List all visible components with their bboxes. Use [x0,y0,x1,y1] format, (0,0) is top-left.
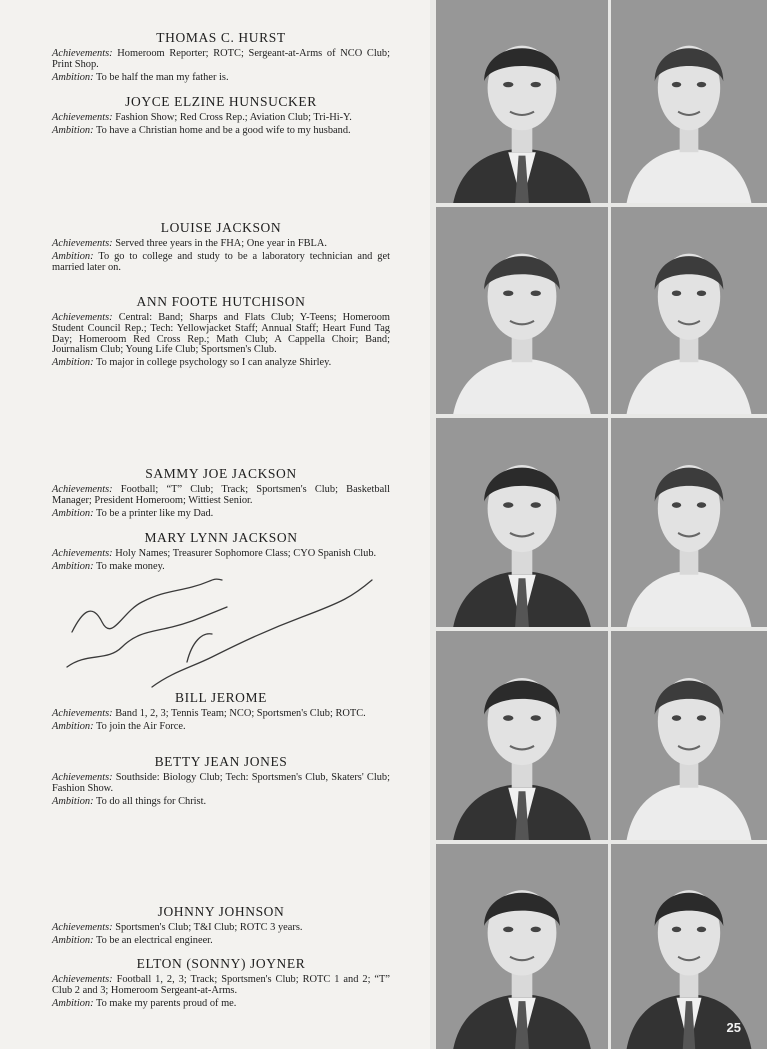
student-entry [52,956,390,1009]
achievements-label: Achievements: [52,548,113,559]
ambition-text [52,509,390,520]
portrait-image [611,418,767,627]
portrait-image [436,844,608,1049]
achievements-label: Achievements: [52,48,113,59]
student-entry [52,530,390,573]
ambition-text [52,722,390,733]
achievements-text [52,113,390,124]
ambition-label: Ambition: [52,250,94,262]
achievements-text [52,485,390,507]
achievements-value: Homeroom Reporter; ROTC; Sergeant-at-Arms of NCO Club; Print Shop. [52,48,390,70]
ambition-value: To join the Air Force. [95,720,186,732]
student-name: BILL JEROME [175,690,267,705]
portrait-image [611,207,767,414]
ambition-label: Ambition: [52,795,94,807]
achievements-text [52,549,390,560]
achievements-label: Achievements: [52,312,113,323]
achievements-text [52,975,390,997]
ambition-value: To have a Christian home and be a good wife to my husband. [95,124,351,136]
ambition-value: To be a printer like my Dad. [95,507,214,519]
student-entry [52,220,390,273]
ambition-value: To major in college psychology so I can analyze Shirley. [95,357,332,369]
student-entry [52,904,390,947]
achievements-value: Sportsmen's Club; T&I Club; ROTC 3 years. [115,922,303,933]
portrait-image [611,844,767,1049]
ambition-value: To make my parents proud of me. [95,997,237,1009]
student-name: BETTY JEAN JONES [154,754,288,769]
portrait-image [611,0,767,203]
achievements-text [52,49,390,71]
portrait-image [436,418,608,627]
ambition-text [52,797,390,808]
achievements-value: Southside: Biology Club; Tech: Sportsmen's Club, Skaters' Club; Fashion Show. [52,772,390,794]
student-name: SAMMY JOE JACKSON [145,466,297,481]
ambition-text [52,358,390,369]
student-portrait [436,844,608,1049]
ambition-text [52,126,390,137]
handwritten-signature [62,572,382,702]
ambition-label: Ambition: [52,507,94,519]
ambition-label: Ambition: [52,124,94,136]
student-portrait [436,418,608,627]
ambition-label: Ambition: [52,560,94,572]
student-name: ELTON (SONNY) JOYNER [136,956,306,971]
ambition-text [52,936,390,947]
achievements-label: Achievements: [52,974,113,985]
ambition-text [52,252,390,274]
student-name: ANN FOOTE HUTCHISON [136,294,306,309]
page-number: 25 [726,1020,741,1035]
student-text-column [52,0,390,1049]
achievements-label: Achievements: [52,238,113,249]
student-portrait [611,631,767,840]
achievements-text [52,923,390,934]
achievements-label: Achievements: [52,484,113,495]
ambition-label: Ambition: [52,71,94,83]
achievements-value: Central: Band; Sharps and Flats Club; Y-Teens; Homeroom Student Council Rep.; Tech: Yellowjacket Staff; Annual Staff; Heart Fund Tag Day; Homeroom Red Cross Rep.; Math Club; A Cappella Choir; Band; Journalism Club; Young Life Club; Sportsmen's Club. [52,312,390,356]
achievements-value: Band 1, 2, 3; Tennis Team; NCO; Sportsmen's Club; ROTC. [115,708,366,719]
student-entry [52,94,390,137]
ambition-value: To do all things for Christ. [95,795,207,807]
achievements-label: Achievements: [52,708,113,719]
student-portrait [436,0,608,203]
student-entry [52,466,390,519]
student-name: THOMAS C. HURST [156,30,286,45]
student-portrait [436,207,608,414]
student-name: JOHNNY JOHNSON [157,904,285,919]
achievements-text [52,773,390,795]
portrait-image [436,0,608,203]
achievements-value: Holy Names; Treasurer Sophomore Class; CYO Spanish Club. [115,548,377,559]
achievements-label: Achievements: [52,772,113,783]
ambition-value: To be an electrical engineer. [95,934,213,946]
ambition-label: Ambition: [52,357,94,369]
ambition-value: To make money. [95,560,165,572]
student-portrait [611,207,767,414]
student-entry [52,754,390,807]
portrait-image [436,207,608,414]
achievements-label: Achievements: [52,112,113,123]
student-portrait [611,844,767,1049]
achievements-value: Fashion Show; Red Cross Rep.; Aviation Club; Tri-Hi-Y. [115,112,352,123]
ambition-text [52,562,390,573]
portrait-column [430,0,767,1049]
portrait-image [611,631,767,840]
student-name: JOYCE ELZINE HUNSUCKER [125,94,317,109]
ambition-label: Ambition: [52,720,94,732]
student-portrait [436,631,608,840]
student-name: MARY LYNN JACKSON [144,530,298,545]
student-entry [52,30,390,83]
achievements-text [52,709,390,720]
ambition-label: Ambition: [52,934,94,946]
achievements-label: Achievements: [52,922,113,933]
achievements-text [52,239,390,250]
ambition-value: To go to college and study to be a laboratory technician and get married later on. [52,250,390,273]
ambition-text [52,73,390,84]
ambition-value: To be half the man my father is. [95,71,229,83]
student-portrait [611,0,767,203]
ambition-text [52,999,390,1010]
ambition-label: Ambition: [52,997,94,1009]
portrait-image [436,631,608,840]
student-name: LOUISE JACKSON [160,220,282,235]
achievements-value: Football 1, 2, 3; Track; Sportsmen's Club; ROTC 1 and 2; “T” Club 2 and 3; Homeroom Sergeant-at-Arms. [52,974,390,996]
student-portrait [611,418,767,627]
achievements-value: Served three years in the FHA; One year in FBLA. [115,238,328,249]
achievements-text [52,313,390,356]
student-entry [52,294,390,369]
achievements-value: Football; “T” Club; Track; Sportsmen's Club; Basketball Manager; President Homeroom; Wittiest Senior. [52,484,391,506]
